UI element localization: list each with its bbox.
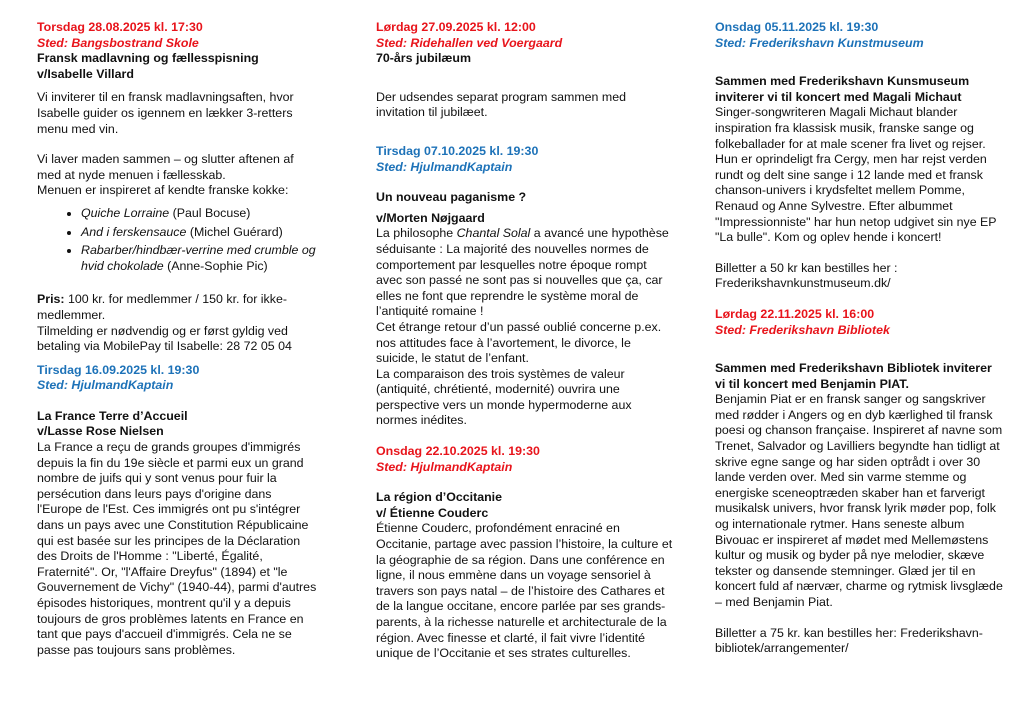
event-date: Tirsdag 16.09.2025 kl. 19:30 <box>37 362 200 377</box>
event-description: Cet étrange retour d’un passé oublié concerne p.ex. nos attitudes face à l’avortement, le divorce, le suicide, le statut de l’enfant. <box>376 319 662 366</box>
event-venue: Sted: Bangsbostrand Skole <box>37 35 199 50</box>
event-venue: Sted: HjulmandKaptain <box>376 159 513 174</box>
event-title: La région d’Occitanie <box>376 490 502 505</box>
event-description: La comparaison des trois systèmes de valeur (antiquité, chrétienté, modernité) ouvrira une perspective vers un monde hypermoderne aux normes inédites. <box>376 366 632 428</box>
event-venue: Sted: Frederikshavn Kunstmuseum <box>715 35 924 50</box>
event-description: Der udsendes separat program sammen med invitation til jubilæet. <box>376 89 626 120</box>
event-host: v/ Étienne Couderc <box>376 505 489 520</box>
event-date: Tirsdag 07.10.2025 kl. 19:30 <box>376 143 539 158</box>
event-date: Torsdag 28.08.2025 kl. 17:30 <box>37 20 203 34</box>
event-description: La philosophe Chantal Solal a avancé une hypothèse séduisante : La majorité des nouvelles normes de comportement par lesquelles notre époque rompt avec son passé ne sont pas si nouvelles que ça, car elles ne font que reprendre le système moral de l’antiquité romaine ! <box>376 226 669 319</box>
event-tickets: Billetter a 75 kr. kan bestilles her: Frederikshavn-bibliotek/arrangementer/ <box>715 625 983 656</box>
column-2 <box>376 20 676 662</box>
event-date: Onsdag 22.10.2025 kl. 19:30 <box>376 444 540 459</box>
event-date: Lørdag 27.09.2025 kl. 12:00 <box>376 20 536 34</box>
column-3 <box>715 20 1005 657</box>
event-venue: Sted: Frederikshavn Bibliotek <box>715 322 890 337</box>
menu-item: • Quiche Lorraine (Paul Bocuse) <box>81 206 317 222</box>
event-host: v/Lasse Rose Nielsen <box>37 424 164 439</box>
event-venue: Sted: Ridehallen ved Voergaard <box>376 35 563 50</box>
event-title: Fransk madlavning og fællesspisning <box>37 51 259 66</box>
event-description: Étienne Couderc, profondément enraciné en Occitanie, partage avec passion l’histoire, la culture et la géographie de sa région. Dans une conférence en ligne, il nous emmène dans un voyage sensoriel à travers son pays natal – de l’histoire des Cathares et de la langue occitane, encore parlée par ses grands-parents, à la richesse naturelle et architecturale de la région. Avec finesse et clarté, il fait vivre l’identité unique de l’Occitanie et ses strates culturelles. <box>376 521 673 661</box>
event-title: Sammen med Frederikshavn Kunsmuseum inviterer vi til koncert med Magali Michaut <box>715 74 970 104</box>
event-host: v/Morten Nøjgaard <box>376 210 485 225</box>
event-signup: Tilmelding er nødvendig og er først gyldig ved betaling via MobilePay til Isabelle: 28 72 05 04 <box>37 323 292 354</box>
event-venue: Sted: HjulmandKaptain <box>376 459 513 474</box>
event-host: v/Isabelle Villard <box>37 66 134 81</box>
event-venue: Sted: HjulmandKaptain <box>37 378 174 393</box>
menu-list <box>37 206 317 274</box>
event-description: Vi laver maden sammen – og slutter aftenen af med at nyde menuen i fællesskab. <box>37 152 294 182</box>
event-date: Lørdag 22.11.2025 kl. 16:00 <box>715 306 875 321</box>
event-description: Singer-songwriteren Magali Michaut blander inspiration fra klassisk musik, franske sange og folkeballader for at male scener fra livet og rejser. Hun er oprindeligt fra Cergy, men har rejst verden rundt og delt sine sange i 12 lande med et fransk chanson-univers i krydsfeltet mellem Pomme, Renaud og Anne Sylvestre. Efter albummet "Impressionniste" har hun netop udgivet sin nye EP "La bulle". Kom og oplev hende i koncert! <box>715 105 997 245</box>
event-title: La France Terre d’Accueil <box>37 408 188 423</box>
event-description: Benjamin Piat er en fransk sanger og sangskriver med rødder i Angers og en dyb kærlighed til fransk poesi og chanson française. Inspireret af navne som Trenet, Salvador og Lavilliers begyndte han tidligt at skrive egne sange og har siden optrådt i over 30 lande verden over. Med sin varme stemme og energiske sceneoptræden skaber han et farverigt musikalsk univers, hvor fransk lyrik møder pop, folk og internationale rytmer. Hans seneste album Bivouac er inspireret af mødet med Mellemøstens kultur og musik og byder på nye melodier, skæve tekster og dansende stemninger. Glæd jer til en koncert fuld af nærvær, charme og rytmisk livsglæde – med Benjamin Piat. <box>715 392 1003 609</box>
event-description: Menuen er inspireret af kendte franske kokke: <box>37 183 289 198</box>
event-tickets: Billetter a 50 kr kan bestilles her : Frederikshavnkunstmuseum.dk/ <box>715 260 898 291</box>
event-description: Vi inviterer til en fransk madlavningsaften, hvor Isabelle guider os igennem en lækker 3-retters menu med vin. <box>37 90 294 136</box>
event-description: La France a reçu de grands groupes d'immigrés depuis la fin du 19e siècle et parmi eux un grand nombre de juifs qui y sont venus pour fuir la persécution dans leurs pays d'origine dans l'Europe de l'Est. Ces immigrés ont pu s'intégrer dans un pays avec une Constitution Républicaine qui est basée sur les principes de la Déclaration des Droits de l'Homme : "Liberté, Égalité, Fraternité". Or, "l'Affaire Dreyfus" (1894) et "le Gouvernement de Vichy" (1940-44), parmi d'autres épisodes historiques, montrent qu'il y a depuis toujours de gros problèmes latents en France en tant que pays d'accueil d'immigrés. Cela ne se passe pas toujours sans problèmes. <box>37 440 317 657</box>
menu-item: • And i ferskensauce (Michel Guérard) <box>81 225 317 241</box>
event-title: Un nouveau paganisme ? <box>376 190 527 205</box>
event-date: Onsdag 05.11.2025 kl. 19:30 <box>715 20 879 34</box>
event-price: Pris: 100 kr. for medlemmer / 150 kr. for ikke-medlemmer. <box>37 292 287 322</box>
event-title: Sammen med Frederikshavn Bibliotek inviterer vi til koncert med Benjamin PIAT. <box>715 361 992 391</box>
column-1 <box>37 20 317 658</box>
event-title: 70-års jubilæum <box>376 51 472 66</box>
menu-item: • Rabarber/hindbær-verrine med crumble og hvid chokolade (Anne-Sophie Pic) <box>81 243 317 274</box>
